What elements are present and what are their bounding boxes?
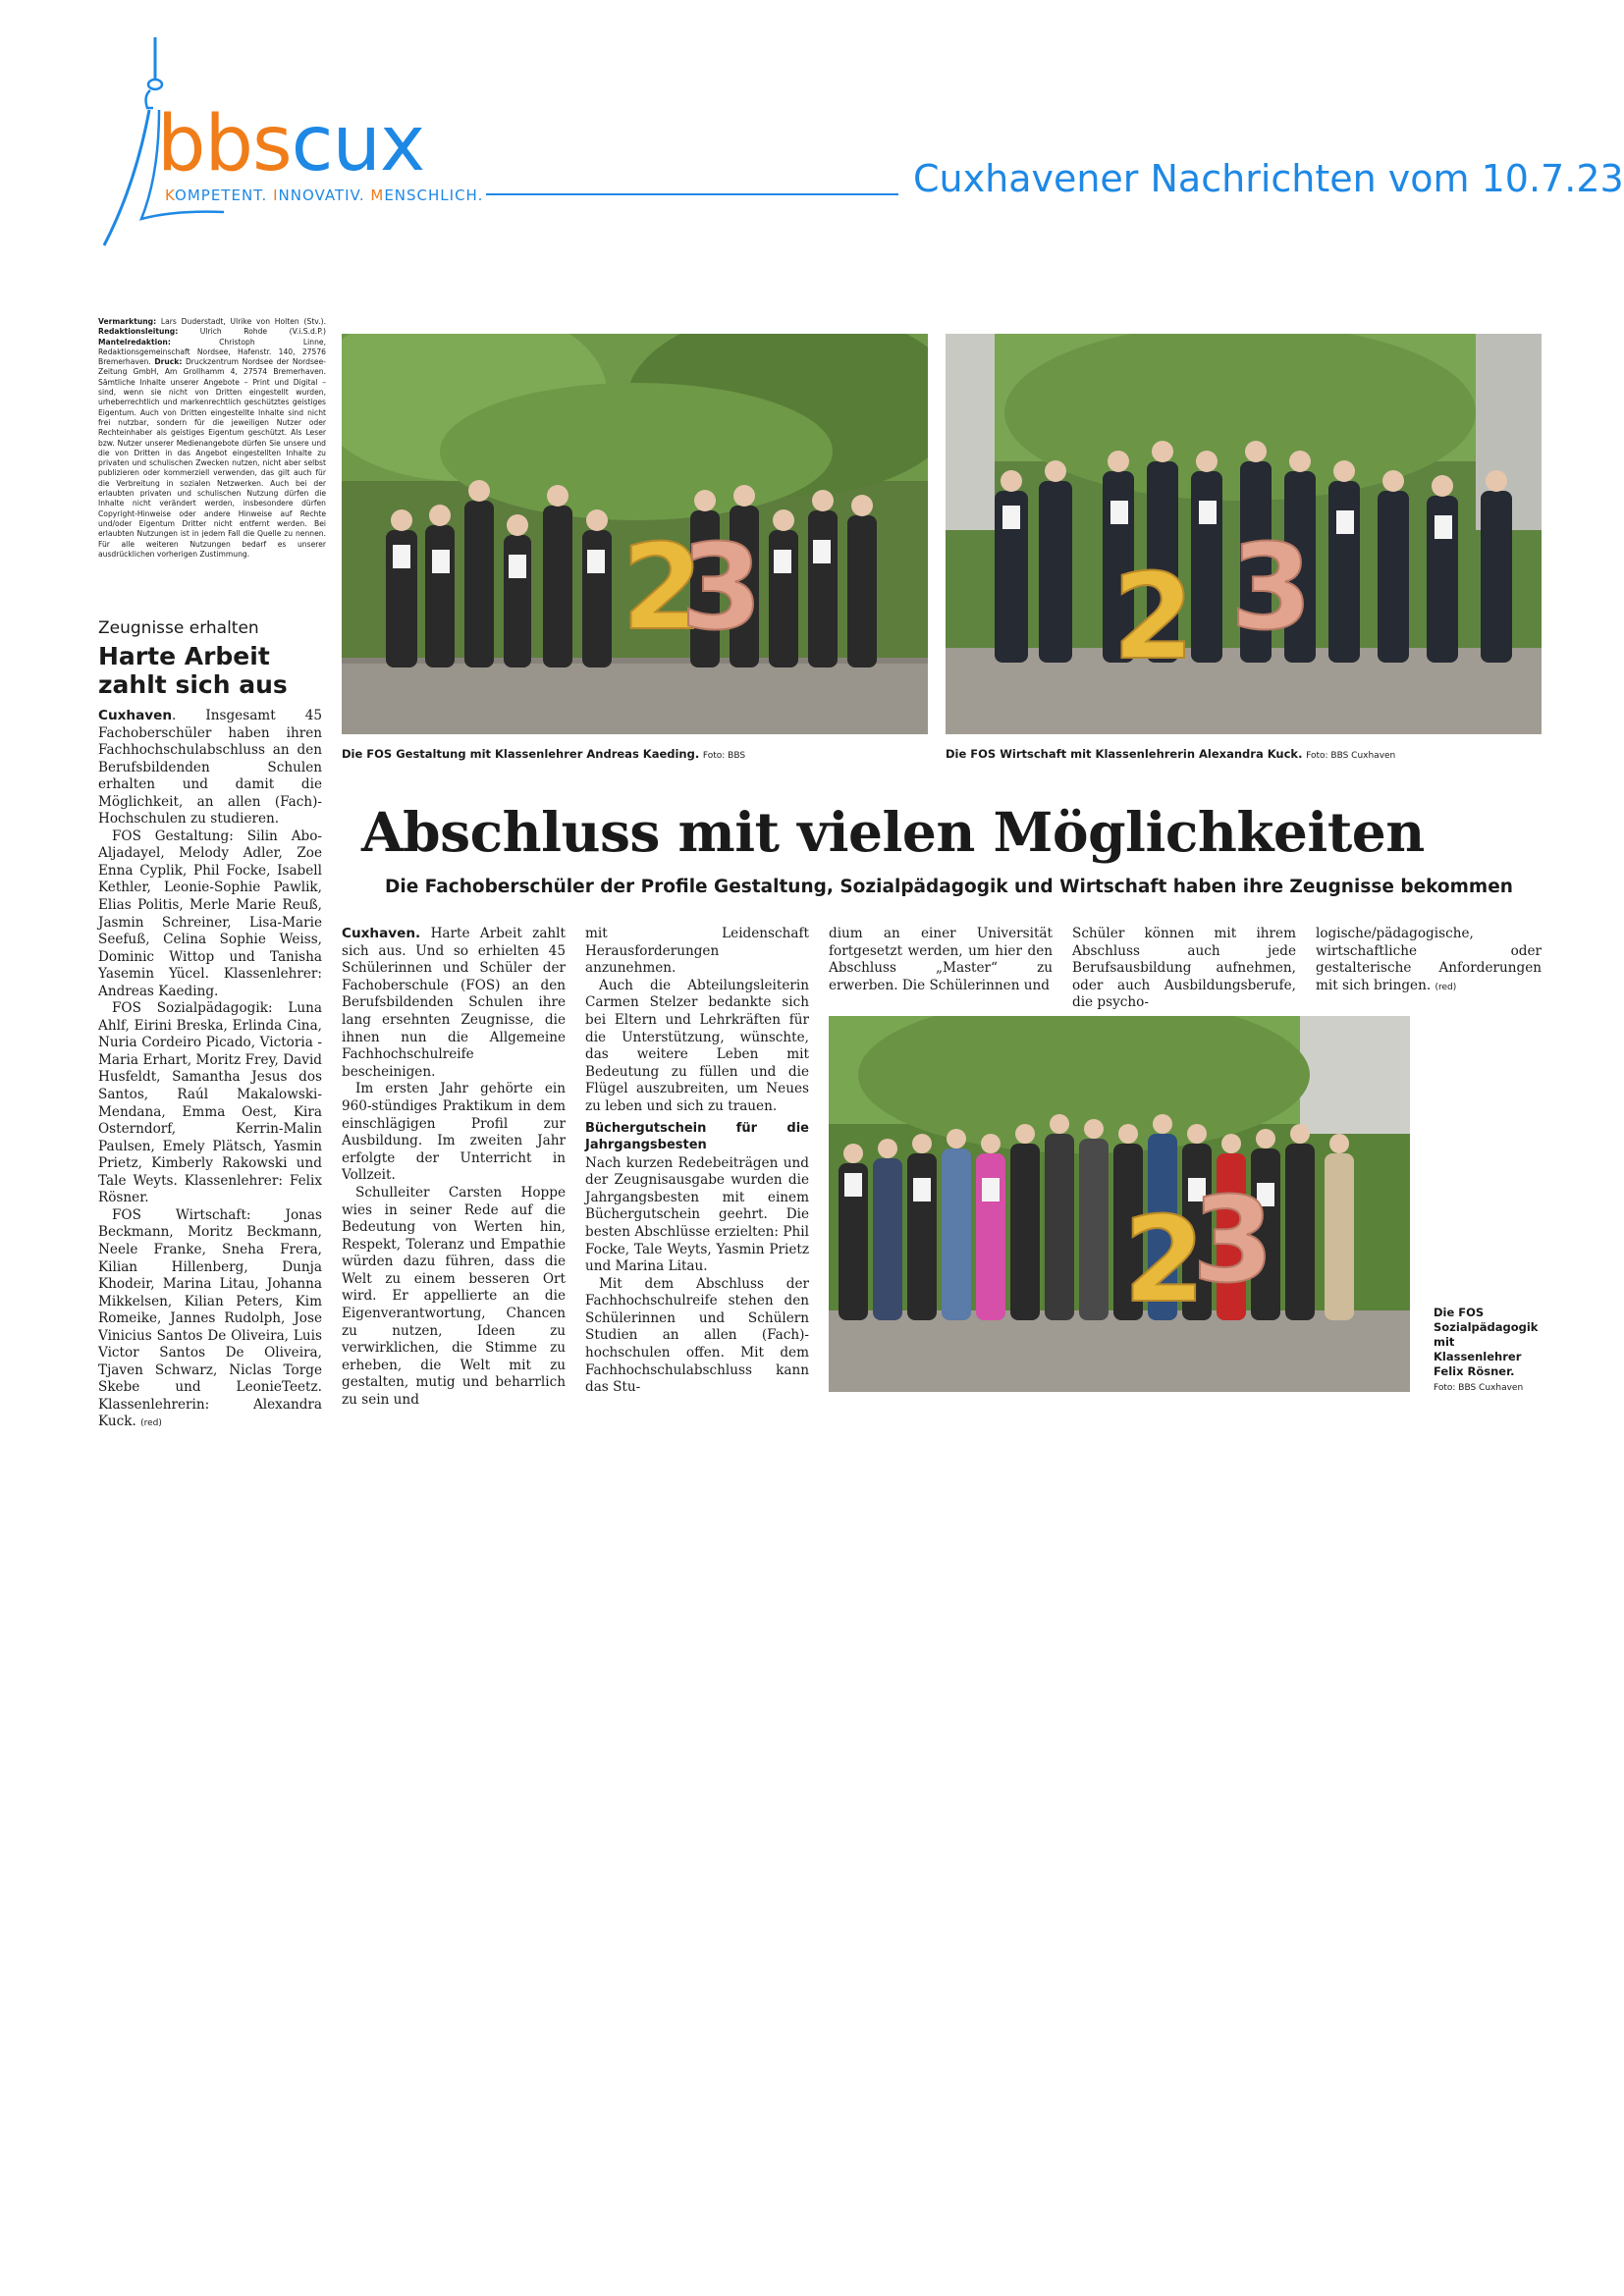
article-column-5	[1316, 926, 1542, 996]
imprint-text: Christoph Linne, Redaktionsgemeinschaft Nordsee, Hafenstr. 140, 27576 Bremerhaven.	[98, 337, 326, 367]
article-subhead: Die Fachoberschüler der Profile Gestaltung, Sozialpädagogik und Wirtschaft haben ihre Zeugnisse bekommen	[385, 877, 1513, 897]
photo-caption-3	[1434, 1306, 1542, 1396]
side-text: FOS Wirtschaft: Jonas Beckmann, Moritz Beckmann, Neele Franke, Sneha Frera, Kilian Hillenberg, Dunja Khodeir, Marina Litau, Johanna Mikkelsen, Kilian Peters, Kim Romeike, Jannes Rudolph, Jose Vinicius Santos De Oliveira, Luis Victor Santos De Oliveira, Tjaven Schwarz, Niclas Torge Skebe und LeonieTeetz. Klassenlehrerin: Alexandra Kuck.	[98, 1206, 322, 1430]
article-paragraph: dium an einer Universität fortgesetzt werden, um hier den Abschluss „Master“ zu erwerben. Die Schülerinnen und	[829, 926, 1053, 993]
photo-credit: Foto: BBS Cuxhaven	[1434, 1383, 1524, 1393]
slogan-letter: K	[165, 187, 176, 204]
balloon-number: 2	[1112, 550, 1195, 686]
balloon-number: 2	[622, 520, 704, 657]
logo-bbs: bbs	[157, 100, 292, 188]
group-photo-image	[829, 1016, 1410, 1392]
imprint	[98, 317, 326, 560]
imprint-text: Ulrich Rohde (V.i.S.d.P.)	[178, 327, 326, 337]
slogan-part: ENSCHLICH.	[384, 187, 484, 204]
side-paragraph	[98, 1207, 322, 1433]
slogan-letter: M	[370, 187, 385, 204]
caption-text: Die FOS Sozialpädagogik mit Klassenlehrer Felix Rösner.	[1434, 1306, 1539, 1378]
article-subheading: Büchergutschein für die Jahrgangsbesten	[585, 1120, 809, 1152]
article-text: Harte Arbeit zahlt sich aus. Und so erhielten 45 Schülerinnen und Schüler der Fachoberschule (FOS) an den Berufsbildenden Schulen ihre lang ersehnten Zeugnisse, die ihnen nun die Allgemeine Fachhochschulreife bescheinigen.	[342, 926, 566, 1080]
imprint-label: Mantelredaktion:	[98, 337, 171, 347]
logo-slogan	[165, 187, 483, 204]
side-body	[98, 708, 322, 1433]
slogan-part: OMPETENT.	[175, 187, 274, 204]
article-headline: Abschluss mit vielen Möglichkeiten	[361, 800, 1425, 864]
article-paragraph	[1316, 926, 1542, 996]
photo-fos-wirtschaft	[946, 334, 1542, 734]
side-headline: Harte Arbeit zahlt sich aus	[98, 642, 288, 699]
article-paragraph: Im ersten Jahr gehörte ein 960-stündiges Praktikum in dem einschlägigen Profil zur Ausbildung. Im zweiten Jahr erfolgte der Unterricht in Vollzeit.	[342, 1081, 566, 1184]
side-paragraph	[98, 708, 322, 828]
article-dateline: Cuxhaven.	[342, 926, 421, 941]
side-paragraph: FOS Gestaltung: Silin Abo-Aljadayel, Melody Adler, Zoe Enna Cyplik, Phil Focke, Isabell Kethler, Leonie-Sophie Pawlik, Elias Politis, Merle Marie Reuß, Jasmin Schreiner, Lisa-Marie Seefuß, Celina Sophie Weiss, Dominic Wittop und Tanisha Yasemin Yücel. Klassenlehrer: Andreas Kaeding.	[98, 828, 322, 999]
balloon-number: 3	[1230, 520, 1313, 657]
article-paragraph: mit Leidenschaft Herausforderungen anzunehmen.	[585, 926, 809, 977]
article-paragraph: Nach kurzen Redebeiträgen und der Zeugnisausgabe wurden die Jahrgangsbesten mit einem Büchergutschein geehrt. Die besten Abschlüsse erzielten: Phil Focke, Tale Weyts, Yasmin Prietz und Marina Litau.	[585, 1154, 809, 1275]
article-paragraph: Auch die Abteilungsleiterin Carmen Stelzer bedankte sich bei Eltern und Lehrkräften für die Unterstützung, wünschte, das weitere Leben mit Bedeutung zu füllen und die Flügel auszubreiten, um Neues zu leben und sich zu trauen.	[585, 977, 809, 1114]
article-column-1	[342, 926, 566, 1410]
photo-fos-sozialpaedagogik	[829, 1016, 1410, 1392]
article-paragraph: Mit dem Abschluss der Fachhochschulreife stehen den Schülerinnen und Schülern Studien an allen (Fach)-hochschulen offen. Mit dem Fachhochschulabschluss kann das Stu-	[585, 1275, 809, 1396]
article-text: logische/pädagogische, wirtschaftliche oder gestalterische Anforderungen mit sich bringen.	[1316, 926, 1542, 993]
article-paragraph	[342, 926, 566, 1081]
photo-credit: Foto: BBS Cuxhaven	[1306, 751, 1396, 761]
balloon-number: 3	[680, 520, 763, 657]
photo-caption-2	[946, 747, 1395, 761]
balloon-number: 2	[1123, 1193, 1206, 1329]
article-column-3	[829, 926, 1053, 994]
header-rule	[486, 193, 898, 195]
photo-caption-1	[342, 747, 745, 761]
imprint-label: Vermarktung:	[98, 317, 157, 326]
group-photo-image	[946, 334, 1542, 734]
author-tag: (red)	[1435, 982, 1457, 992]
side-paragraph: FOS Sozialpädagogik: Luna Ahlf, Eirini Breska, Erlinda Cina, Nuria Cordeiro Picado, Victoria - Maria Erhart, Moritz Frey, David Husfeldt, Samantha Jesus dos Santos, Raúl Makalowski-Mendana, Emma Oest, Kira Osterndorf, Kerrin-Malin Paulsen, Emely Plätsch, Yasmin Prietz, Kimberly Rakowski und Tale Weyts. Klassenlehrer: Felix Rösner.	[98, 1000, 322, 1206]
slogan-part: NNOVATIV.	[278, 187, 371, 204]
imprint-text: Druckzentrum Nordsee der Nordsee-Zeitung GmbH, Am Grollhamm 4, 27574 Bremerhaven. Sämtliche Inhalte unserer Angebote – Print und Digital – sind, wenn sie nicht von Dritten eingestellt wurden, urheberrechtlich und markenrechtlich geschütztes geistiges Eigentum. Auch von Dritten eingestellte Inhalte sind nicht frei nutzbar, sondern für die jeweiligen Nutzer oder Rechteinhaber als geistiges Eigentum geschützt. Als Leser bzw. Nutzer unserer Medienangebote dürfen Sie unsere und die von Dritten in das Angebot eingestellten Inhalte zu privaten und schulischen Zwecken nutzen, nicht aber selbst publizieren oder kommerziell verwenden, das gilt auch für die Verbreitung in sozialen Netzwerken. Auch bei der erlaubten privaten und schulischen Nutzung dürfen die Inhalte nicht verändert werden, insbesondere dürfen Copyright-Hinweise oder andere Hinweise auf Rechte und/oder Eigentum Dritter nicht entfernt werden. Bei erlaubten Nutzungen ist in jedem Fall die Quelle zu nennen. Für alle weiteren Nutzungen bedarf es unserer ausdrücklichen vorherigen Zustimmung.	[98, 357, 327, 559]
author-tag: (red)	[140, 1418, 162, 1429]
article-column-4	[1072, 926, 1296, 1012]
imprint-text: Lars Duderstadt, Ulrike von Holten (Stv.).	[156, 317, 326, 326]
source-title: Cuxhavener Nachrichten vom 10.7.23	[913, 157, 1624, 200]
imprint-label: Druck:	[154, 357, 183, 367]
photo-credit: Foto: BBS	[702, 751, 746, 761]
logo-cux: cux	[291, 100, 425, 188]
article-paragraph: Schüler können mit ihrem Abschluss auch jede Berufsausbildung aufnehmen, oder auch Ausbildungsberufe, die psycho-	[1072, 926, 1296, 1011]
caption-text: Die FOS Wirtschaft mit Klassenlehrerin Alexandra Kuck.	[946, 747, 1303, 761]
imprint-label: Redaktionsleitung:	[98, 327, 179, 337]
balloon-number: 3	[1192, 1173, 1274, 1309]
article-paragraph: Schulleiter Carsten Hoppe wies in seiner Rede auf die Bedeutung von Werten hin, Respekt, Toleranz und Empathie würden dazu führen, dass die Welt zu einem besseren Ort wird. Er appellierte an die Eigenverantwortung, Chancen zu nutzen, Ideen zu verwirklichen, die Stimme zu erheben, die Welt mit zu gestalten, mutig und beharrlich zu sein und	[342, 1184, 566, 1409]
caption-text: Die FOS Gestaltung mit Klassenlehrer Andreas Kaeding.	[342, 747, 700, 761]
photo-fos-gestaltung	[342, 334, 928, 734]
slogan-letter: I	[273, 187, 279, 204]
side-kicker: Zeugnisse erhalten	[98, 618, 259, 638]
logo-wordmark	[157, 100, 425, 188]
side-dateline: Cuxhaven	[98, 708, 173, 723]
side-text: . Insgesamt 45 Fachoberschüler haben ihren Fachhochschulabschluss an den Berufsbildenden Schulen erhalten und damit die Möglichkeit, an allen (Fach)-Hochschulen zu studieren.	[98, 708, 322, 828]
article-column-2	[585, 926, 809, 1397]
group-photo-image	[342, 334, 928, 734]
